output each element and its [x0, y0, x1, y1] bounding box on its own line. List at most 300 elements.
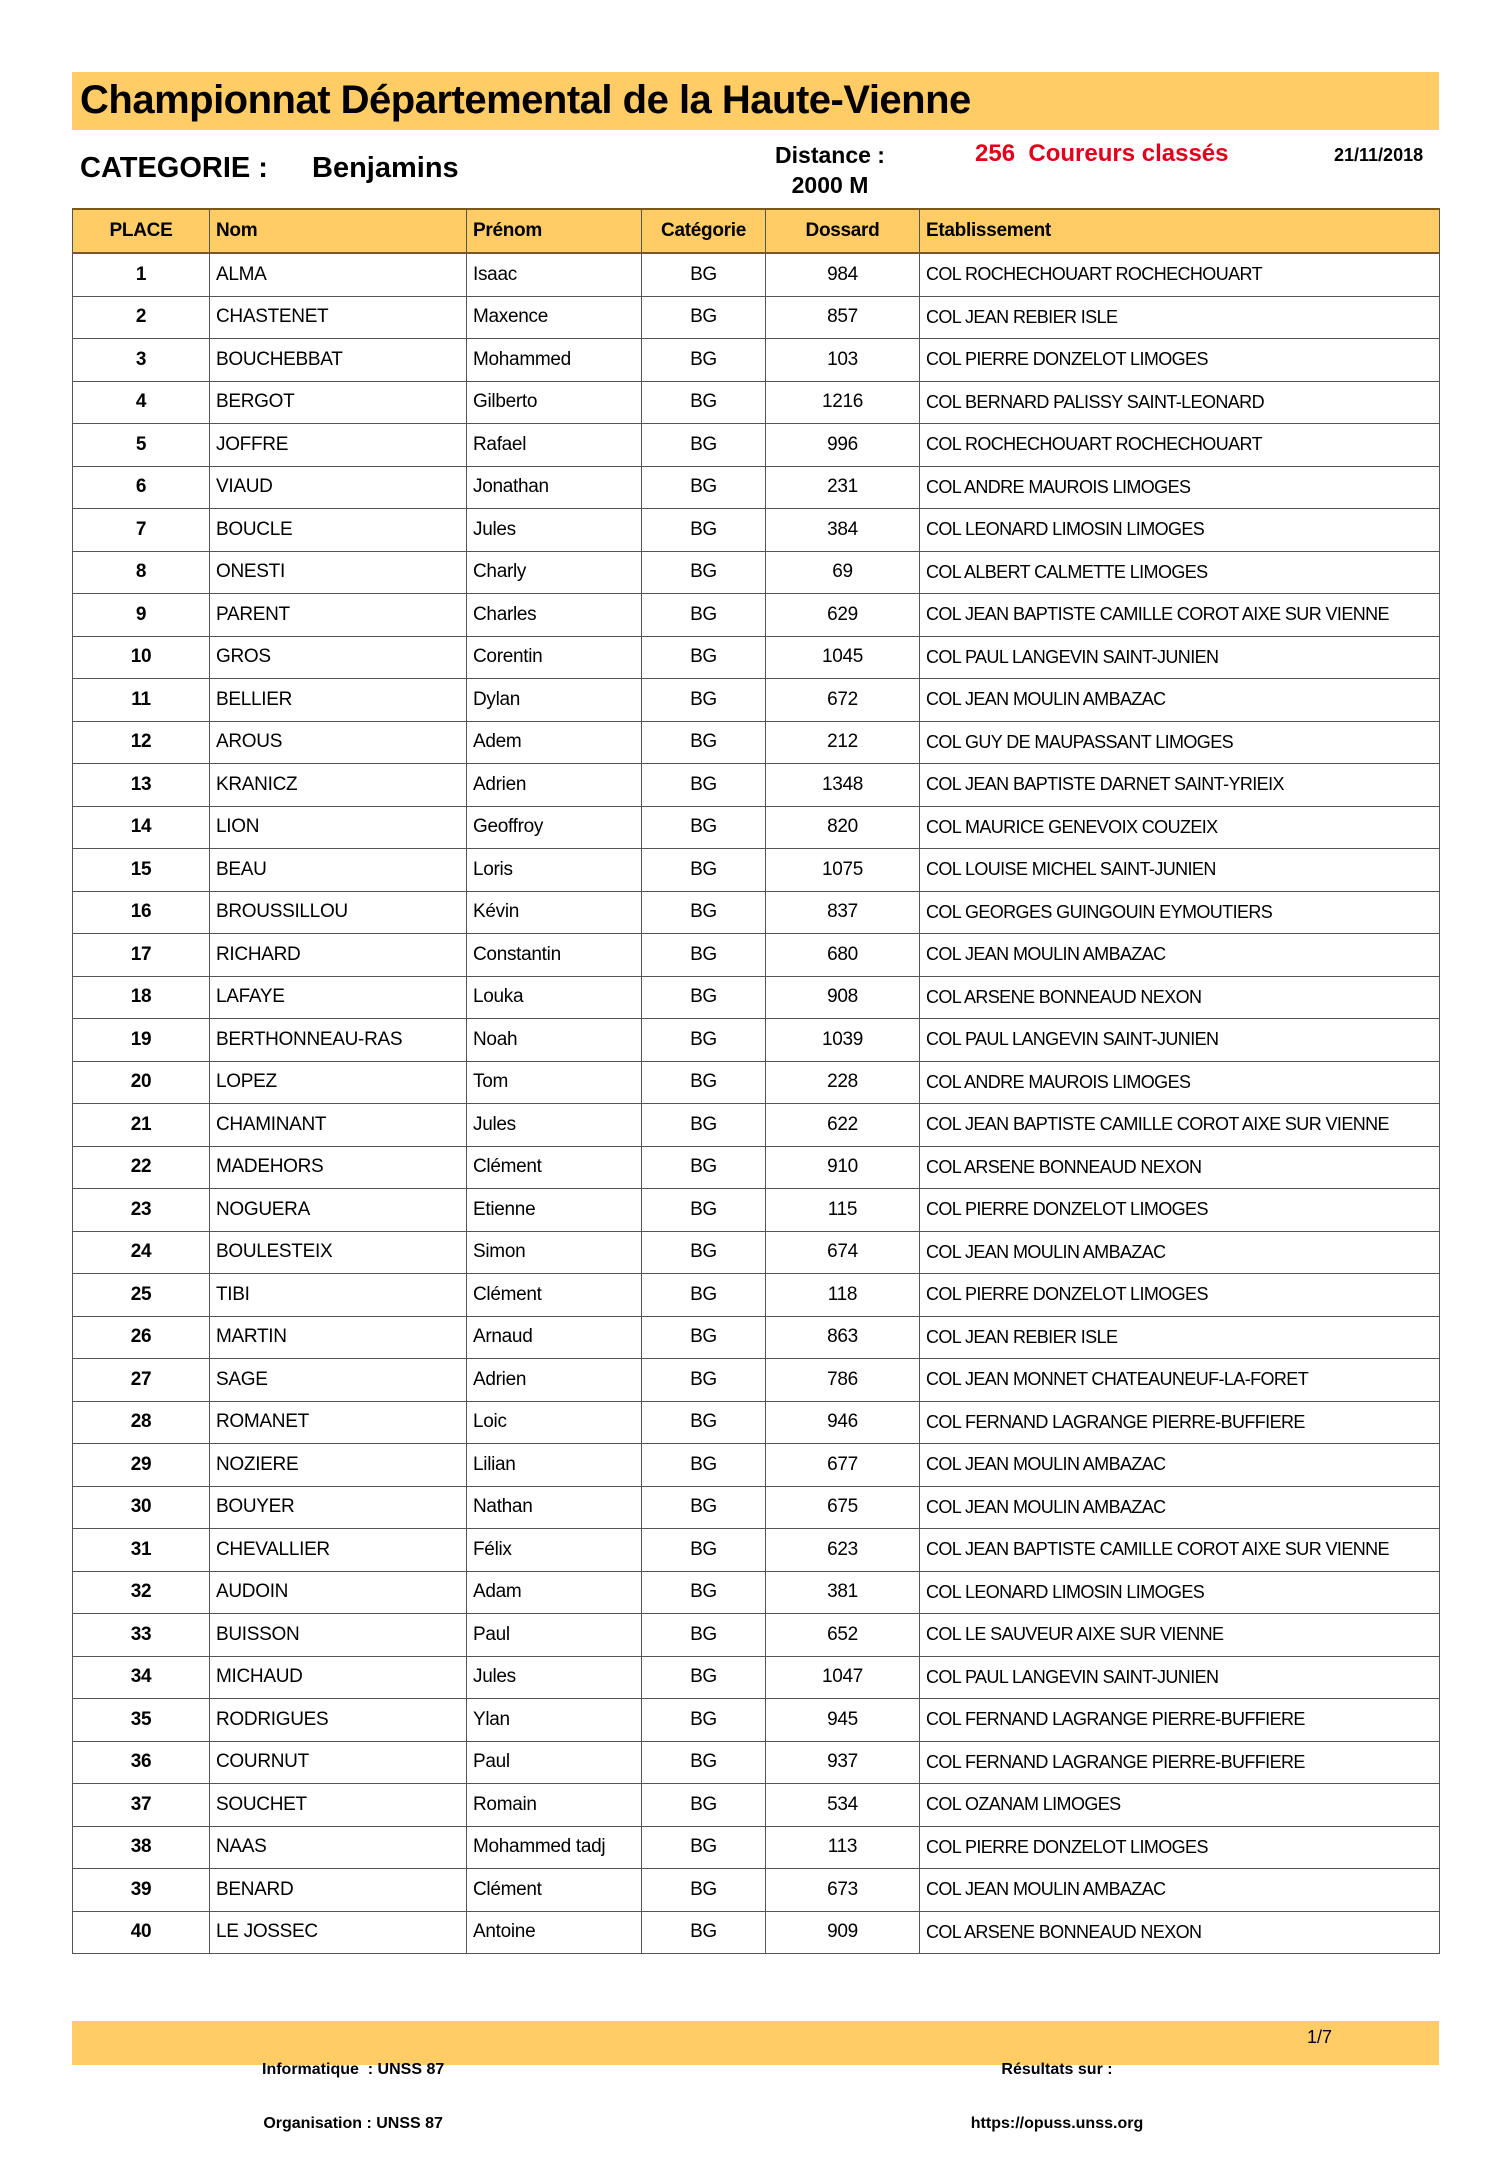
cell-categorie: BG	[642, 1529, 766, 1572]
cell-categorie: BG	[642, 1699, 766, 1742]
cell-etablissement: COL JEAN MONNET CHATEAUNEUF-LA-FORET	[920, 1359, 1440, 1402]
cell-place: 39	[73, 1869, 210, 1912]
cell-nom: SAGE	[210, 1359, 467, 1402]
cell-prenom: Kévin	[467, 891, 642, 934]
table-row	[73, 679, 1440, 722]
cell-categorie: BG	[642, 1486, 766, 1529]
cell-prenom: Ylan	[467, 1699, 642, 1742]
cell-etablissement: COL JEAN BAPTISTE DARNET SAINT-YRIEIX	[920, 764, 1440, 807]
cell-prenom: Félix	[467, 1529, 642, 1572]
table-row	[73, 1061, 1440, 1104]
table-row	[73, 1486, 1440, 1529]
cell-place: 18	[73, 976, 210, 1019]
cell-prenom: Clément	[467, 1146, 642, 1189]
cell-etablissement: COL JEAN BAPTISTE CAMILLE COROT AIXE SUR VIENNE	[920, 1529, 1440, 1572]
cell-place: 5	[73, 424, 210, 467]
cell-place: 12	[73, 721, 210, 764]
cell-nom: NAAS	[210, 1826, 467, 1869]
cell-dossard: 228	[766, 1061, 920, 1104]
cell-categorie: BG	[642, 934, 766, 977]
table-row	[73, 296, 1440, 339]
cell-categorie: BG	[642, 1061, 766, 1104]
table-row	[73, 466, 1440, 509]
cell-etablissement: COL ARSENE BONNEAUD NEXON	[920, 976, 1440, 1019]
cell-etablissement: COL PIERRE DONZELOT LIMOGES	[920, 1274, 1440, 1317]
cell-prenom: Adam	[467, 1571, 642, 1614]
cell-place: 8	[73, 551, 210, 594]
title-band	[72, 72, 1439, 130]
cell-dossard: 996	[766, 424, 920, 467]
category-label: CATEGORIE :	[80, 152, 268, 184]
cell-nom: MARTIN	[210, 1316, 467, 1359]
page-title: Championnat Départemental de la Haute-Vienne	[80, 78, 971, 122]
cell-place: 33	[73, 1614, 210, 1657]
cell-dossard: 115	[766, 1189, 920, 1232]
cell-dossard: 857	[766, 296, 920, 339]
cell-etablissement: COL GEORGES GUINGOUIN EYMOUTIERS	[920, 891, 1440, 934]
cell-place: 37	[73, 1784, 210, 1827]
cell-prenom: Romain	[467, 1784, 642, 1827]
cell-etablissement: COL JEAN REBIER ISLE	[920, 1316, 1440, 1359]
cell-etablissement: COL FERNAND LAGRANGE PIERRE-BUFFIERE	[920, 1741, 1440, 1784]
cell-dossard: 672	[766, 679, 920, 722]
cell-categorie: BG	[642, 1189, 766, 1232]
table-row	[73, 509, 1440, 552]
cell-categorie: BG	[642, 764, 766, 807]
cell-prenom: Tom	[467, 1061, 642, 1104]
cell-nom: MADEHORS	[210, 1146, 467, 1189]
page-number: 1/7	[1307, 2027, 1333, 2047]
cell-etablissement: COL JEAN MOULIN AMBAZAC	[920, 1231, 1440, 1274]
cell-nom: VIAUD	[210, 466, 467, 509]
cell-dossard: 786	[766, 1359, 920, 1402]
cell-prenom: Maxence	[467, 296, 642, 339]
cell-place: 17	[73, 934, 210, 977]
cell-nom: BOULESTEIX	[210, 1231, 467, 1274]
cell-dossard: 622	[766, 1104, 920, 1147]
cell-prenom: Charles	[467, 594, 642, 637]
cell-nom: ROMANET	[210, 1401, 467, 1444]
cell-categorie: BG	[642, 1401, 766, 1444]
cell-prenom: Lilian	[467, 1444, 642, 1487]
table-row	[73, 1571, 1440, 1614]
cell-categorie: BG	[642, 296, 766, 339]
cell-prenom: Paul	[467, 1614, 642, 1657]
table-row	[73, 1274, 1440, 1317]
cell-nom: RICHARD	[210, 934, 467, 977]
cell-prenom: Etienne	[467, 1189, 642, 1232]
table-row	[73, 1869, 1440, 1912]
cell-dossard: 837	[766, 891, 920, 934]
cell-nom: AUDOIN	[210, 1571, 467, 1614]
cell-categorie: BG	[642, 1784, 766, 1827]
table-row	[73, 1316, 1440, 1359]
footer-informatique: Informatique : UNSS 87	[262, 2061, 445, 2078]
cell-categorie: BG	[642, 679, 766, 722]
cell-dossard: 212	[766, 721, 920, 764]
cell-categorie: BG	[642, 424, 766, 467]
cell-dossard: 1075	[766, 849, 920, 892]
cell-nom: COURNUT	[210, 1741, 467, 1784]
cell-prenom: Nathan	[467, 1486, 642, 1529]
cell-prenom: Mohammed tadj	[467, 1826, 642, 1869]
cell-prenom: Noah	[467, 1019, 642, 1062]
cell-prenom: Loic	[467, 1401, 642, 1444]
table-row	[73, 1614, 1440, 1657]
table-row	[73, 1699, 1440, 1742]
cell-etablissement: COL LEONARD LIMOSIN LIMOGES	[920, 509, 1440, 552]
cell-etablissement: COL PAUL LANGEVIN SAINT-JUNIEN	[920, 636, 1440, 679]
cell-etablissement: COL PIERRE DONZELOT LIMOGES	[920, 339, 1440, 382]
cell-categorie: BG	[642, 636, 766, 679]
cell-place: 22	[73, 1146, 210, 1189]
cell-nom: GROS	[210, 636, 467, 679]
header-place: PLACE	[73, 209, 210, 253]
cell-dossard: 629	[766, 594, 920, 637]
cell-place: 6	[73, 466, 210, 509]
cell-place: 2	[73, 296, 210, 339]
table-row	[73, 1784, 1440, 1827]
table-row	[73, 551, 1440, 594]
cell-nom: CHAMINANT	[210, 1104, 467, 1147]
results-table	[72, 208, 1440, 1954]
cell-place: 11	[73, 679, 210, 722]
cell-dossard: 103	[766, 339, 920, 382]
cell-dossard: 675	[766, 1486, 920, 1529]
table-row	[73, 381, 1440, 424]
table-row	[73, 1911, 1440, 1954]
footer	[72, 2021, 1439, 2132]
cell-dossard: 673	[766, 1869, 920, 1912]
cell-nom: TIBI	[210, 1274, 467, 1317]
cell-dossard: 984	[766, 253, 920, 296]
cell-place: 24	[73, 1231, 210, 1274]
cell-etablissement: COL OZANAM LIMOGES	[920, 1784, 1440, 1827]
cell-dossard: 1047	[766, 1656, 920, 1699]
cell-etablissement: COL JEAN REBIER ISLE	[920, 296, 1440, 339]
table-row	[73, 1444, 1440, 1487]
distance-value: 2000 M	[791, 172, 869, 198]
cell-categorie: BG	[642, 381, 766, 424]
cell-nom: LOPEZ	[210, 1061, 467, 1104]
table-row	[73, 424, 1440, 467]
cell-nom: ALMA	[210, 253, 467, 296]
distance-label: Distance :	[775, 142, 885, 168]
cell-categorie: BG	[642, 1656, 766, 1699]
cell-nom: NOGUERA	[210, 1189, 467, 1232]
cell-nom: KRANICZ	[210, 764, 467, 807]
cell-prenom: Loris	[467, 849, 642, 892]
cell-place: 3	[73, 339, 210, 382]
cell-categorie: BG	[642, 976, 766, 1019]
table-row	[73, 1401, 1440, 1444]
cell-place: 20	[73, 1061, 210, 1104]
cell-etablissement: COL ANDRE MAUROIS LIMOGES	[920, 1061, 1440, 1104]
cell-prenom: Clément	[467, 1274, 642, 1317]
cell-prenom: Adem	[467, 721, 642, 764]
cell-etablissement: COL PAUL LANGEVIN SAINT-JUNIEN	[920, 1019, 1440, 1062]
cell-categorie: BG	[642, 1741, 766, 1784]
cell-prenom: Simon	[467, 1231, 642, 1274]
table-row	[73, 721, 1440, 764]
cell-categorie: BG	[642, 551, 766, 594]
cell-categorie: BG	[642, 509, 766, 552]
footer-organisation: Organisation : UNSS 87	[263, 2115, 443, 2132]
table-row	[73, 339, 1440, 382]
cell-dossard: 910	[766, 1146, 920, 1189]
table-row	[73, 891, 1440, 934]
cell-dossard: 680	[766, 934, 920, 977]
cell-place: 10	[73, 636, 210, 679]
cell-etablissement: COL PIERRE DONZELOT LIMOGES	[920, 1826, 1440, 1869]
cell-place: 28	[73, 1401, 210, 1444]
table-row	[73, 806, 1440, 849]
cell-etablissement: COL ROCHECHOUART ROCHECHOUART	[920, 253, 1440, 296]
cell-dossard: 652	[766, 1614, 920, 1657]
cell-categorie: BG	[642, 1614, 766, 1657]
cell-categorie: BG	[642, 1104, 766, 1147]
table-header-row	[73, 209, 1440, 253]
header-prenom: Prénom	[467, 209, 642, 253]
cell-categorie: BG	[642, 891, 766, 934]
cell-etablissement: COL LOUISE MICHEL SAINT-JUNIEN	[920, 849, 1440, 892]
cell-nom: LION	[210, 806, 467, 849]
cell-place: 1	[73, 253, 210, 296]
cell-nom: BOUCLE	[210, 509, 467, 552]
cell-dossard: 69	[766, 551, 920, 594]
cell-prenom: Dylan	[467, 679, 642, 722]
footer-results-label: Résultats sur :	[1001, 2061, 1113, 2078]
cell-dossard: 908	[766, 976, 920, 1019]
cell-prenom: Jules	[467, 1656, 642, 1699]
cell-place: 29	[73, 1444, 210, 1487]
cell-categorie: BG	[642, 1444, 766, 1487]
cell-place: 35	[73, 1699, 210, 1742]
cell-place: 19	[73, 1019, 210, 1062]
footer-results-url[interactable]: https://opuss.unss.org	[970, 2115, 1144, 2132]
table-row	[73, 1104, 1440, 1147]
table-row	[73, 594, 1440, 637]
cell-nom: PARENT	[210, 594, 467, 637]
category-value: Benjamins	[312, 152, 459, 184]
cell-dossard: 946	[766, 1401, 920, 1444]
table-row	[73, 1231, 1440, 1274]
cell-categorie: BG	[642, 1316, 766, 1359]
cell-prenom: Adrien	[467, 1359, 642, 1402]
cell-nom: SOUCHET	[210, 1784, 467, 1827]
cell-place: 34	[73, 1656, 210, 1699]
footer-credits	[262, 2025, 444, 2169]
cell-etablissement: COL FERNAND LAGRANGE PIERRE-BUFFIERE	[920, 1699, 1440, 1742]
table-row	[73, 764, 1440, 807]
table-row	[73, 1741, 1440, 1784]
cell-etablissement: COL JEAN MOULIN AMBAZAC	[920, 934, 1440, 977]
cell-dossard: 677	[766, 1444, 920, 1487]
cell-categorie: BG	[642, 806, 766, 849]
cell-etablissement: COL GUY DE MAUPASSANT LIMOGES	[920, 721, 1440, 764]
cell-categorie: BG	[642, 849, 766, 892]
cell-dossard: 384	[766, 509, 920, 552]
table-row	[73, 934, 1440, 977]
cell-categorie: BG	[642, 721, 766, 764]
cell-place: 30	[73, 1486, 210, 1529]
cell-place: 7	[73, 509, 210, 552]
cell-dossard: 937	[766, 1741, 920, 1784]
cell-prenom: Rafael	[467, 424, 642, 467]
cell-place: 26	[73, 1316, 210, 1359]
table-row	[73, 1826, 1440, 1869]
table-row	[73, 849, 1440, 892]
cell-nom: LE JOSSEC	[210, 1911, 467, 1954]
cell-place: 32	[73, 1571, 210, 1614]
cell-place: 16	[73, 891, 210, 934]
cell-place: 40	[73, 1911, 210, 1954]
cell-categorie: BG	[642, 466, 766, 509]
cell-nom: BUISSON	[210, 1614, 467, 1657]
table-row	[73, 1359, 1440, 1402]
cell-etablissement: COL ROCHECHOUART ROCHECHOUART	[920, 424, 1440, 467]
header-categorie: Catégorie	[642, 209, 766, 253]
cell-prenom: Louka	[467, 976, 642, 1019]
cell-nom: BELLIER	[210, 679, 467, 722]
header-nom: Nom	[210, 209, 467, 253]
cell-etablissement: COL JEAN MOULIN AMBAZAC	[920, 679, 1440, 722]
cell-place: 25	[73, 1274, 210, 1317]
cell-categorie: BG	[642, 1826, 766, 1869]
cell-dossard: 534	[766, 1784, 920, 1827]
table-row	[73, 976, 1440, 1019]
cell-place: 9	[73, 594, 210, 637]
cell-prenom: Isaac	[467, 253, 642, 296]
cell-dossard: 623	[766, 1529, 920, 1572]
cell-dossard: 1039	[766, 1019, 920, 1062]
cell-prenom: Geoffroy	[467, 806, 642, 849]
cell-nom: BOUYER	[210, 1486, 467, 1529]
cell-etablissement: COL JEAN MOULIN AMBAZAC	[920, 1869, 1440, 1912]
cell-nom: BENARD	[210, 1869, 467, 1912]
cell-nom: JOFFRE	[210, 424, 467, 467]
table-row	[73, 1019, 1440, 1062]
cell-prenom: Clément	[467, 1869, 642, 1912]
cell-nom: LAFAYE	[210, 976, 467, 1019]
cell-nom: NOZIERE	[210, 1444, 467, 1487]
cell-categorie: BG	[642, 1231, 766, 1274]
cell-dossard: 909	[766, 1911, 920, 1954]
cell-nom: MICHAUD	[210, 1656, 467, 1699]
cell-etablissement: COL JEAN MOULIN AMBAZAC	[920, 1444, 1440, 1487]
cell-etablissement: COL BERNARD PALISSY SAINT-LEONARD	[920, 381, 1440, 424]
cell-nom: BOUCHEBBAT	[210, 339, 467, 382]
cell-place: 4	[73, 381, 210, 424]
table-row	[73, 1529, 1440, 1572]
cell-place: 36	[73, 1741, 210, 1784]
cell-etablissement: COL LE SAUVEUR AIXE SUR VIENNE	[920, 1614, 1440, 1657]
cell-dossard: 820	[766, 806, 920, 849]
cell-place: 21	[73, 1104, 210, 1147]
cell-prenom: Corentin	[467, 636, 642, 679]
header-etablissement: Etablissement	[920, 209, 1440, 253]
cell-nom: BERTHONNEAU-RAS	[210, 1019, 467, 1062]
cell-etablissement: COL JEAN BAPTISTE CAMILLE COROT AIXE SUR VIENNE	[920, 1104, 1440, 1147]
cell-etablissement: COL ARSENE BONNEAUD NEXON	[920, 1146, 1440, 1189]
table-row	[73, 1189, 1440, 1232]
cell-nom: RODRIGUES	[210, 1699, 467, 1742]
cell-nom: BEAU	[210, 849, 467, 892]
cell-dossard: 674	[766, 1231, 920, 1274]
cell-nom: ONESTI	[210, 551, 467, 594]
cell-nom: CHEVALLIER	[210, 1529, 467, 1572]
table-row	[73, 253, 1440, 296]
cell-categorie: BG	[642, 1911, 766, 1954]
cell-etablissement: COL JEAN MOULIN AMBAZAC	[920, 1486, 1440, 1529]
cell-etablissement: COL PIERRE DONZELOT LIMOGES	[920, 1189, 1440, 1232]
classified-count: 256 Coureurs classés	[975, 140, 1229, 167]
cell-categorie: BG	[642, 1869, 766, 1912]
cell-dossard: 945	[766, 1699, 920, 1742]
cell-prenom: Mohammed	[467, 339, 642, 382]
cell-categorie: BG	[642, 253, 766, 296]
cell-place: 23	[73, 1189, 210, 1232]
cell-etablissement: COL MAURICE GENEVOIX COUZEIX	[920, 806, 1440, 849]
cell-categorie: BG	[642, 594, 766, 637]
cell-etablissement: COL LEONARD LIMOSIN LIMOGES	[920, 1571, 1440, 1614]
cell-categorie: BG	[642, 1019, 766, 1062]
cell-dossard: 1216	[766, 381, 920, 424]
cell-prenom: Jules	[467, 1104, 642, 1147]
cell-dossard: 863	[766, 1316, 920, 1359]
cell-nom: AROUS	[210, 721, 467, 764]
cell-dossard: 231	[766, 466, 920, 509]
cell-place: 15	[73, 849, 210, 892]
cell-categorie: BG	[642, 1274, 766, 1317]
cell-place: 13	[73, 764, 210, 807]
cell-categorie: BG	[642, 339, 766, 382]
table-row	[73, 1146, 1440, 1189]
cell-prenom: Antoine	[467, 1911, 642, 1954]
cell-prenom: Constantin	[467, 934, 642, 977]
cell-categorie: BG	[642, 1571, 766, 1614]
cell-prenom: Jonathan	[467, 466, 642, 509]
cell-place: 14	[73, 806, 210, 849]
cell-dossard: 118	[766, 1274, 920, 1317]
cell-place: 27	[73, 1359, 210, 1402]
cell-dossard: 1045	[766, 636, 920, 679]
cell-nom: CHASTENET	[210, 296, 467, 339]
cell-etablissement: COL ANDRE MAUROIS LIMOGES	[920, 466, 1440, 509]
cell-prenom: Charly	[467, 551, 642, 594]
table-row	[73, 636, 1440, 679]
distance	[740, 140, 920, 200]
cell-etablissement: COL PAUL LANGEVIN SAINT-JUNIEN	[920, 1656, 1440, 1699]
cell-categorie: BG	[642, 1359, 766, 1402]
cell-etablissement: COL FERNAND LAGRANGE PIERRE-BUFFIERE	[920, 1401, 1440, 1444]
cell-dossard: 1348	[766, 764, 920, 807]
cell-nom: BROUSSILLOU	[210, 891, 467, 934]
date: 21/11/2018	[1334, 145, 1424, 165]
table-row	[73, 1656, 1440, 1699]
cell-dossard: 381	[766, 1571, 920, 1614]
cell-prenom: Jules	[467, 509, 642, 552]
header-dossard: Dossard	[766, 209, 920, 253]
cell-prenom: Adrien	[467, 764, 642, 807]
cell-etablissement: COL ARSENE BONNEAUD NEXON	[920, 1911, 1440, 1954]
cell-dossard: 113	[766, 1826, 920, 1869]
cell-prenom: Paul	[467, 1741, 642, 1784]
cell-etablissement: COL JEAN BAPTISTE CAMILLE COROT AIXE SUR VIENNE	[920, 594, 1440, 637]
cell-categorie: BG	[642, 1146, 766, 1189]
cell-nom: BERGOT	[210, 381, 467, 424]
cell-place: 38	[73, 1826, 210, 1869]
